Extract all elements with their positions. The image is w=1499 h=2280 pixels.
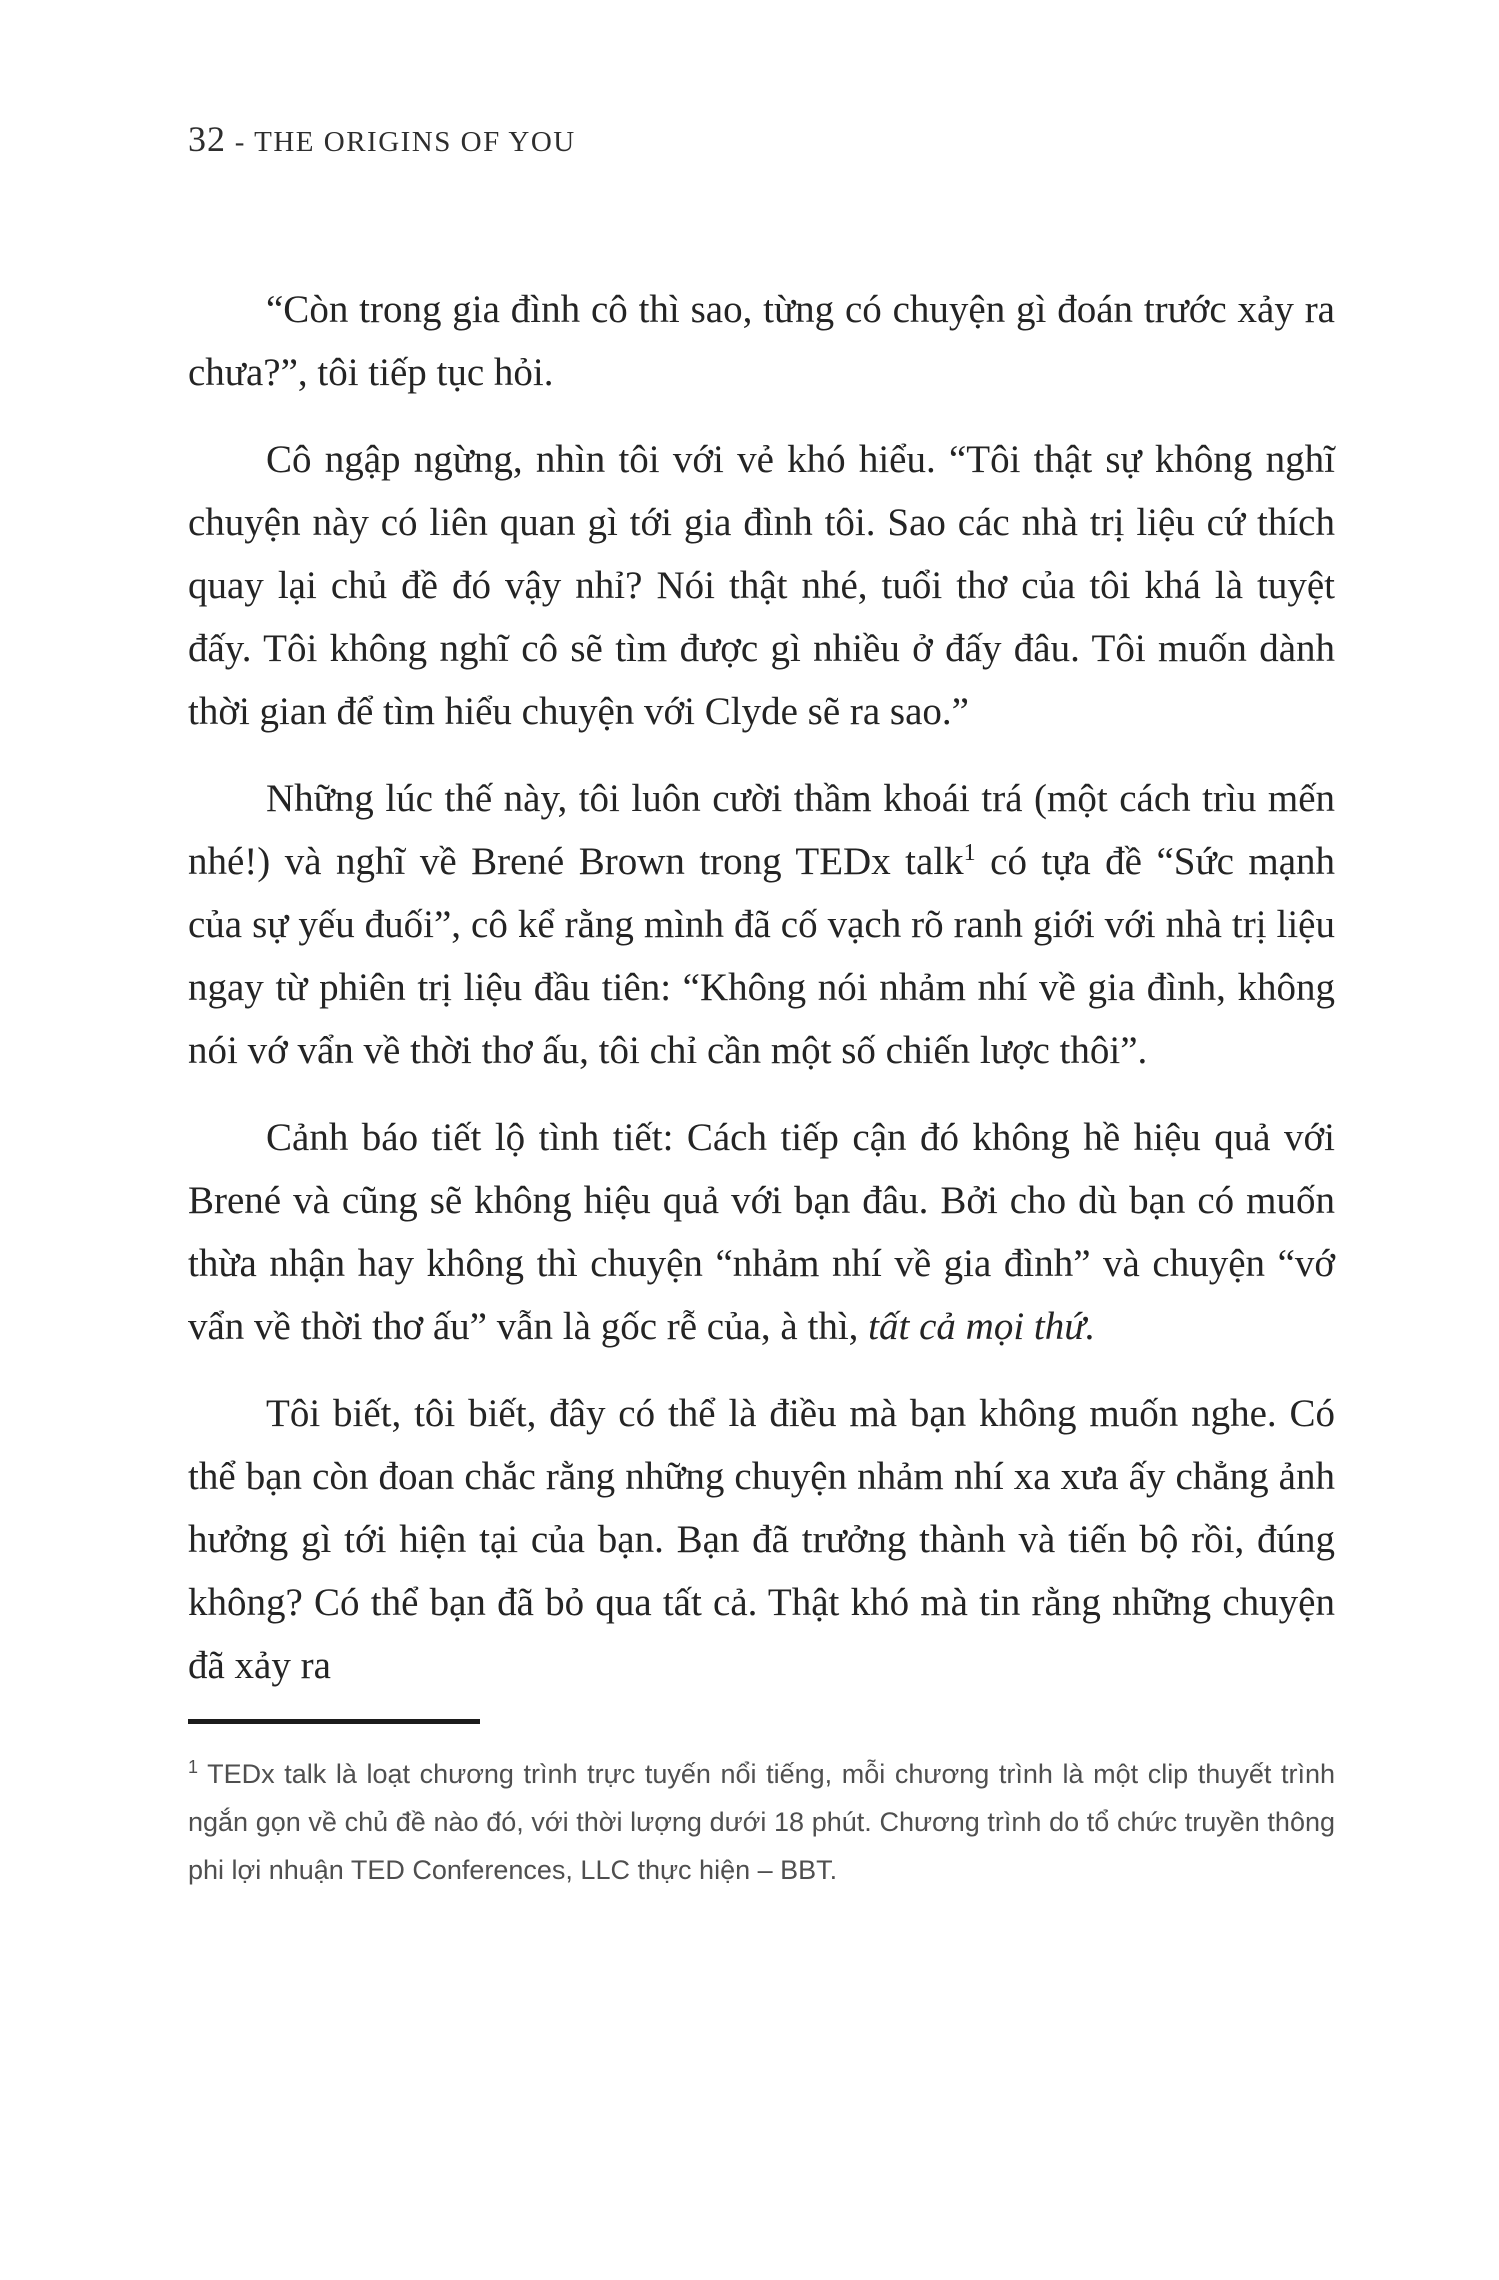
paragraph-3-text-continued: có tựa đề “Sức mạnh của sự yếu đuối”, cô kể rằng mình đã cố vạch rõ ranh giới với nhà trị liệu ngay từ phiên trị liệu đầu tiên: “Không nói nhảm nhí về gia đình, không nói vớ vẩn về thời thơ ấu, tôi chỉ cần một số chiến lược thôi”. [188,840,1336,1072]
footnote-marker: 1 [188,1757,199,1777]
paragraph-2-text: Cô ngập ngừng, nhìn tôi với vẻ khó hiểu. “Tôi thật sự không nghĩ chuyện này có liên quan gì tới gia đình tôi. Sao các nhà trị liệu cứ thích quay lại chủ đề đó vậy nhỉ? Nói thật nhé, tuổi thơ của tôi khá là tuyệt đấy. Tôi không nghĩ cô sẽ tìm được gì nhiều ở đấy đâu. Tôi muốn dành thời gian để tìm hiểu chuyện với Clyde sẽ ra sao.” [188,438,1335,733]
paragraph-4 [188,1106,1335,1358]
footnote-divider [188,1719,480,1724]
footnote-text: TEDx talk là loạt chương trình trực tuyến nổi tiếng, mỗi chương trình là một clip thuyết trình ngắn gọn về chủ đề nào đó, với thời lượng dưới 18 phút. Chương trình do tổ chức truyền thông phi lợi nhuận TED Conferences, LLC thực hiện – BBT. [188,1759,1335,1885]
body-text [188,278,1335,1697]
footnote [188,1750,1335,1894]
header-separator: - [226,126,255,158]
paragraph-3 [188,767,1335,1082]
paragraph-5 [188,1382,1335,1697]
paragraph-5-text: Tôi biết, tôi biết, đây có thể là điều mà bạn không muốn nghe. Có thể bạn còn đoan chắc rằng những chuyện nhảm nhí xa xưa ấy chẳng ảnh hưởng gì tới hiện tại của bạn. Bạn đã trưởng thành và tiến bộ rồi, đúng không? Có thể bạn đã bỏ qua tất cả. Thật khó mà tin rằng những chuyện đã xảy ra [188,1392,1335,1687]
paragraph-3-text: Những lúc thế này, tôi luôn cười thầm khoái trá (một cách trìu mến nhé!) và nghĩ về Brené Brown trong TEDx talk [188,777,1335,883]
running-head [188,118,1335,160]
footnote-reference-marker: 1 [963,840,976,866]
paragraph-1 [188,278,1335,404]
page-number: 32 [188,119,226,159]
book-title: THE ORIGINS OF YOU [254,126,576,158]
paragraph-4-emphasis: tất cả mọi thứ. [868,1305,1096,1348]
paragraph-2 [188,428,1335,743]
paragraph-4-text: Cảnh báo tiết lộ tình tiết: Cách tiếp cận đó không hề hiệu quả với Brené và cũng sẽ không hiệu quả với bạn đâu. Bởi cho dù bạn có muốn thừa nhận hay không thì chuyện “nhảm nhí về gia đình” và chuyện “vớ vẩn về thời thơ ấu” vẫn là gốc rễ của, à thì, [188,1116,1335,1348]
paragraph-1-text: “Còn trong gia đình cô thì sao, từng có chuyện gì đoán trước xảy ra chưa?”, tôi tiếp tục hỏi. [188,288,1335,394]
